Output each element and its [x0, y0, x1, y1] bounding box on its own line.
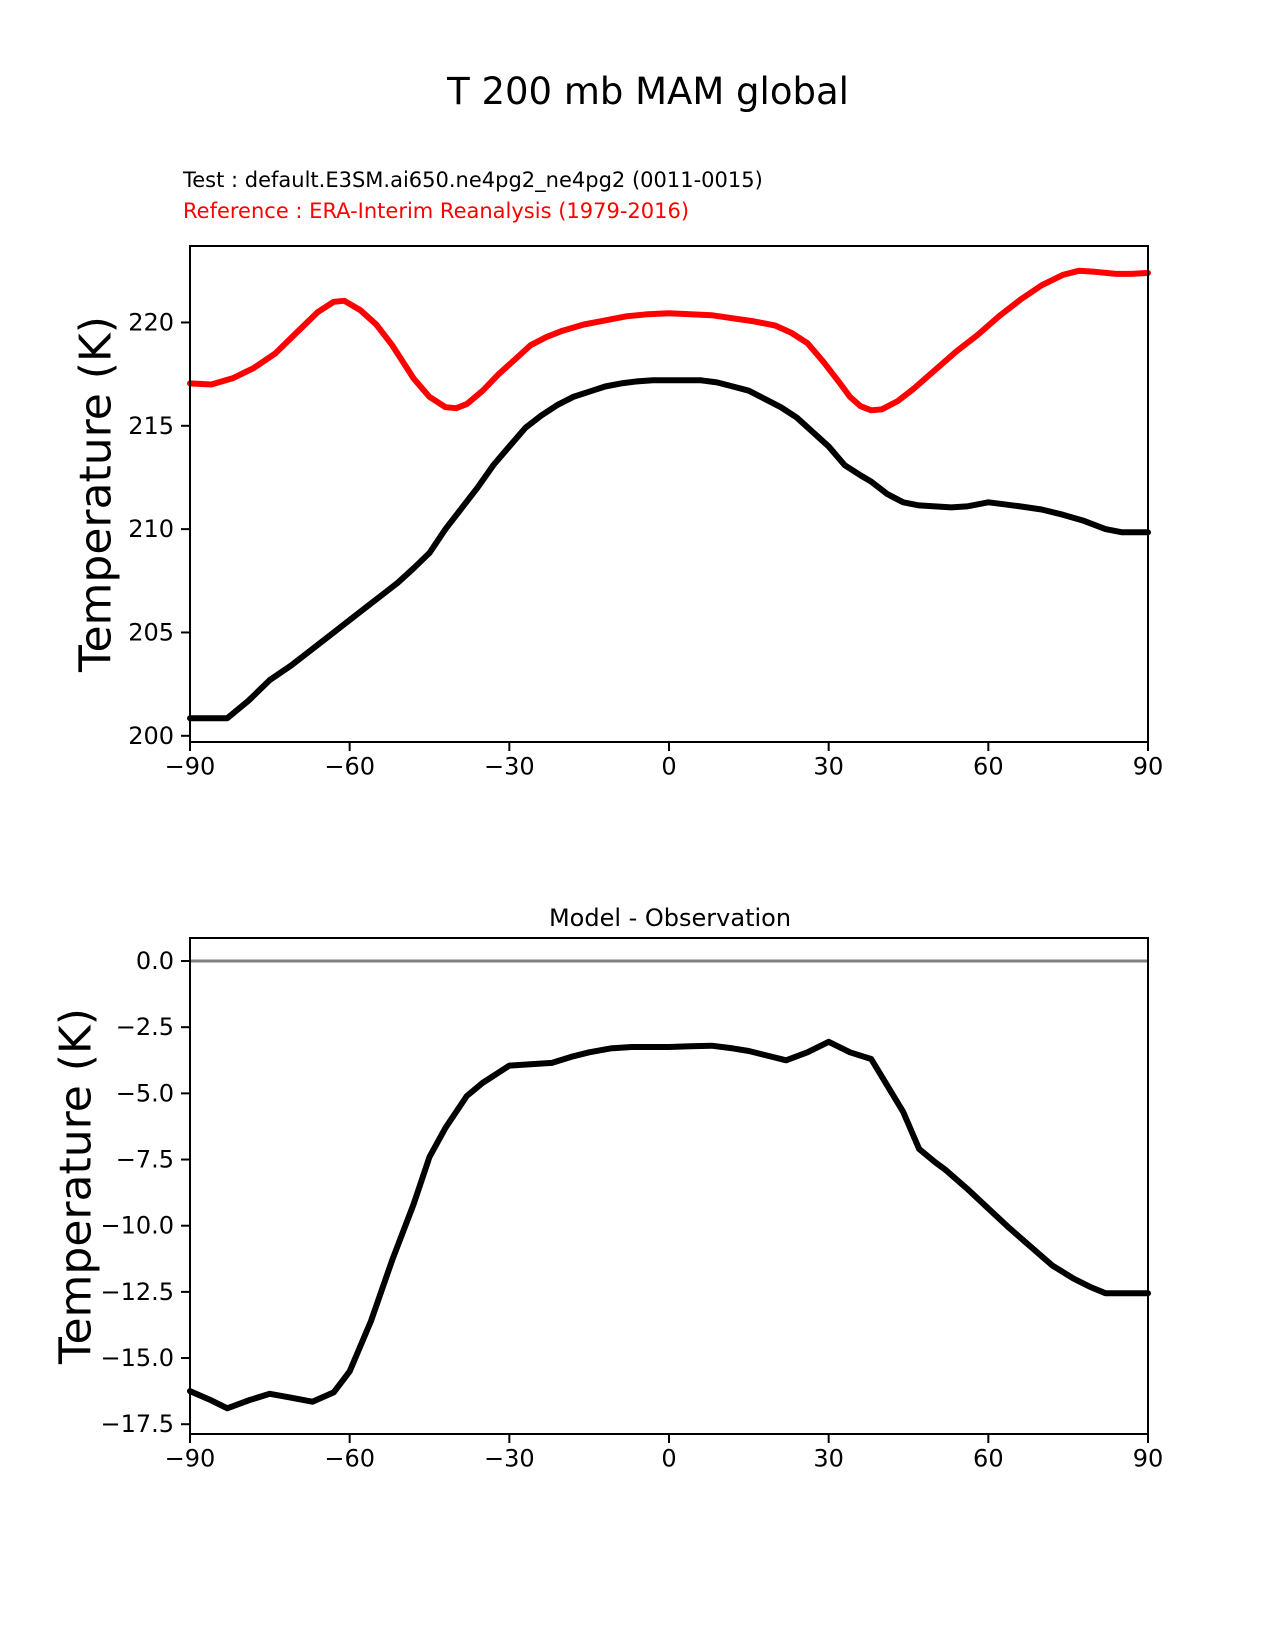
x-tick-label: 0: [661, 752, 677, 781]
plot-0: [128, 246, 1163, 781]
x-tick-label: −30: [484, 1444, 535, 1473]
y-tick-label: −10.0: [100, 1211, 174, 1240]
y-tick-label: −5.0: [115, 1079, 174, 1108]
y-tick-label: 210: [128, 515, 174, 544]
x-tick-label: 30: [813, 1444, 844, 1473]
x-tick-label: 90: [1132, 752, 1164, 781]
x-tick-label: −30: [484, 752, 535, 781]
series-line-0-0: [190, 380, 1148, 718]
x-tick-label: −90: [164, 752, 216, 781]
x-tick-label: 90: [1132, 1444, 1164, 1473]
y-tick-label: 0.0: [135, 947, 174, 976]
x-tick-label: −60: [324, 752, 375, 781]
plot-border: [190, 938, 1148, 1434]
series-line-1-0: [190, 1042, 1148, 1409]
plot-border: [190, 246, 1148, 742]
top-plot-ylabel: Temperature (K): [70, 316, 122, 672]
reference-annotation: Reference : ERA-Interim Reanalysis (1979-2016): [183, 199, 690, 223]
y-tick-label: 205: [128, 618, 174, 647]
test-annotation: Test : default.E3SM.ai650.ne4pg2_ne4pg2 (0011-0015): [183, 168, 763, 192]
y-tick-label: −17.5: [100, 1410, 174, 1439]
x-tick-label: −60: [324, 1444, 375, 1473]
x-tick-label: −90: [164, 1444, 216, 1473]
y-tick-label: −2.5: [115, 1013, 174, 1042]
plot-1: [100, 938, 1163, 1473]
y-tick-label: −15.0: [100, 1344, 174, 1373]
bottom-plot-ylabel: Temperature (K): [50, 1008, 102, 1364]
x-tick-label: 60: [973, 1444, 1004, 1473]
y-tick-label: −12.5: [100, 1277, 174, 1306]
y-tick-label: −7.5: [115, 1145, 174, 1174]
y-tick-label: 220: [128, 308, 174, 337]
x-tick-label: 60: [973, 752, 1004, 781]
x-tick-label: 30: [813, 752, 844, 781]
y-tick-label: 215: [128, 411, 174, 440]
figure-title: T 200 mb MAM global: [447, 70, 849, 113]
x-tick-label: 0: [661, 1444, 677, 1473]
y-tick-label: 200: [128, 721, 174, 750]
bottom-plot-title: Model - Observation: [548, 904, 792, 932]
series-line-0-1: [190, 271, 1148, 411]
